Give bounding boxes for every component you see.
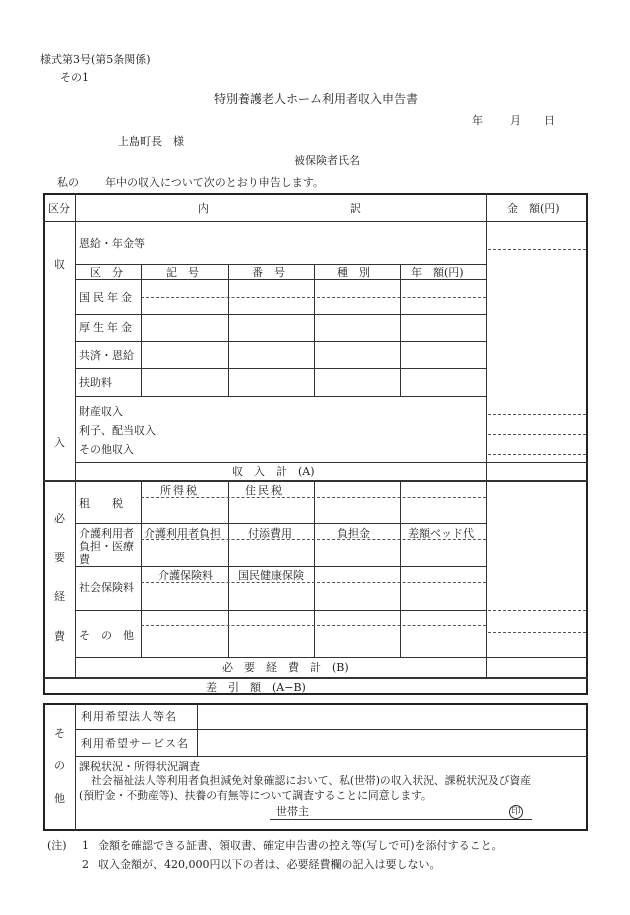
income-side-top: 収 bbox=[54, 258, 65, 271]
difference-label: 差 引 額 (A−B) bbox=[206, 681, 306, 694]
header-category: 区分 bbox=[48, 202, 70, 215]
note-1-text: 金額を確認できる証書、領収書、確定申告書の控え等(写しで可)を添付すること。 bbox=[98, 839, 503, 852]
expense-side-4: 費 bbox=[54, 630, 65, 643]
seal-mark: 印 bbox=[509, 805, 523, 819]
row-employee-pension: 厚生年金 bbox=[79, 321, 135, 334]
notes-label: (注) bbox=[47, 839, 67, 852]
row-national-pension: 国民年金 bbox=[79, 291, 135, 304]
declaration-prefix: 私の bbox=[57, 176, 79, 189]
others-side-2: の bbox=[54, 759, 65, 772]
care-bed-diff: 差額ベッド代 bbox=[408, 527, 474, 540]
interest-dividend-income: 利子、配当収入 bbox=[79, 424, 156, 437]
survey-title: 課税状況・所得状況調査 bbox=[79, 760, 200, 773]
others-side-3: 他 bbox=[54, 792, 65, 805]
survey-text-1: 社会福祉法人等利用者負担減免対象確認において、私(世帯)の収入状況、課税状況及び資産 bbox=[91, 774, 532, 787]
expense-side-1: 必 bbox=[54, 512, 65, 525]
sub-header-number: 番 号 bbox=[252, 266, 285, 279]
sub-header-symbol: 記 号 bbox=[166, 266, 199, 279]
insurance-health: 国民健康保険 bbox=[238, 569, 304, 582]
property-income: 財産収入 bbox=[79, 405, 123, 418]
others-side-1: そ bbox=[54, 727, 65, 740]
service-name-label: 利用希望サービス名 bbox=[81, 737, 189, 750]
header-amount: 金 額(円) bbox=[507, 202, 560, 215]
tax-income: 所得税 bbox=[160, 484, 199, 497]
care-cost-label: 介護利用者負担・医療費 bbox=[79, 527, 134, 566]
note-1-number: 1 bbox=[82, 839, 89, 852]
date-day-label: 日 bbox=[544, 114, 555, 127]
tax-resident: 住民税 bbox=[245, 484, 284, 497]
expense-total-label: 必 要 経 費 計 (B) bbox=[222, 661, 349, 674]
tax-label: 租 税 bbox=[79, 497, 123, 510]
insured-name-label: 被保険者氏名 bbox=[294, 154, 360, 167]
header-details-right: 訳 bbox=[350, 202, 361, 215]
care-attendant: 付添費用 bbox=[248, 527, 292, 540]
expense-side-3: 経 bbox=[54, 590, 65, 603]
sub-header-annual: 年 額(円) bbox=[411, 266, 464, 279]
page-title: 特別養護老人ホーム利用者収入申告書 bbox=[214, 92, 419, 106]
row-mutual-pension: 共済・恩給 bbox=[79, 349, 134, 362]
date-year-label: 年 bbox=[472, 114, 483, 127]
survey-text-2: (預貯金・不動産等)、扶養の有無等について調査することに同意します。 bbox=[79, 789, 432, 802]
header-details-left: 内 bbox=[198, 202, 209, 215]
sub-header-type: 種 別 bbox=[337, 266, 370, 279]
form-part: その1 bbox=[60, 71, 89, 84]
pension-label: 恩給・年金等 bbox=[79, 237, 145, 250]
insurance-care: 介護保険料 bbox=[158, 569, 213, 582]
service-name-field[interactable] bbox=[199, 731, 586, 755]
row-survivor-benefit: 扶助料 bbox=[79, 376, 112, 389]
date-month-label: 月 bbox=[510, 114, 521, 127]
addressee: 上島町長 様 bbox=[118, 135, 184, 148]
other-income: その他収入 bbox=[79, 443, 134, 456]
note-2-number: 2 bbox=[82, 858, 89, 871]
care-user-burden: 介護利用者負担 bbox=[144, 527, 221, 540]
insurance-label: 社会保険料 bbox=[79, 581, 134, 594]
note-2-text: 収入金額が、420,000円以下の者は、必要経費欄の記入は要しない。 bbox=[98, 858, 441, 871]
expense-side-2: 要 bbox=[54, 551, 65, 564]
other-expense-label: そ の 他 bbox=[79, 629, 134, 642]
corp-name-label: 利用希望法人等名 bbox=[81, 710, 177, 723]
income-total-label: 収 入 計 (A) bbox=[232, 465, 315, 478]
corp-name-field[interactable] bbox=[199, 705, 586, 728]
form-number: 様式第3号(第5条関係) bbox=[40, 53, 151, 66]
sub-header-category: 区 分 bbox=[90, 266, 123, 279]
care-charge: 負担金 bbox=[337, 527, 370, 540]
householder-label: 世帯主 bbox=[276, 805, 309, 818]
income-side-bottom: 入 bbox=[54, 436, 65, 449]
declaration-text: 年中の収入について次のとおり申告します。 bbox=[105, 176, 324, 189]
